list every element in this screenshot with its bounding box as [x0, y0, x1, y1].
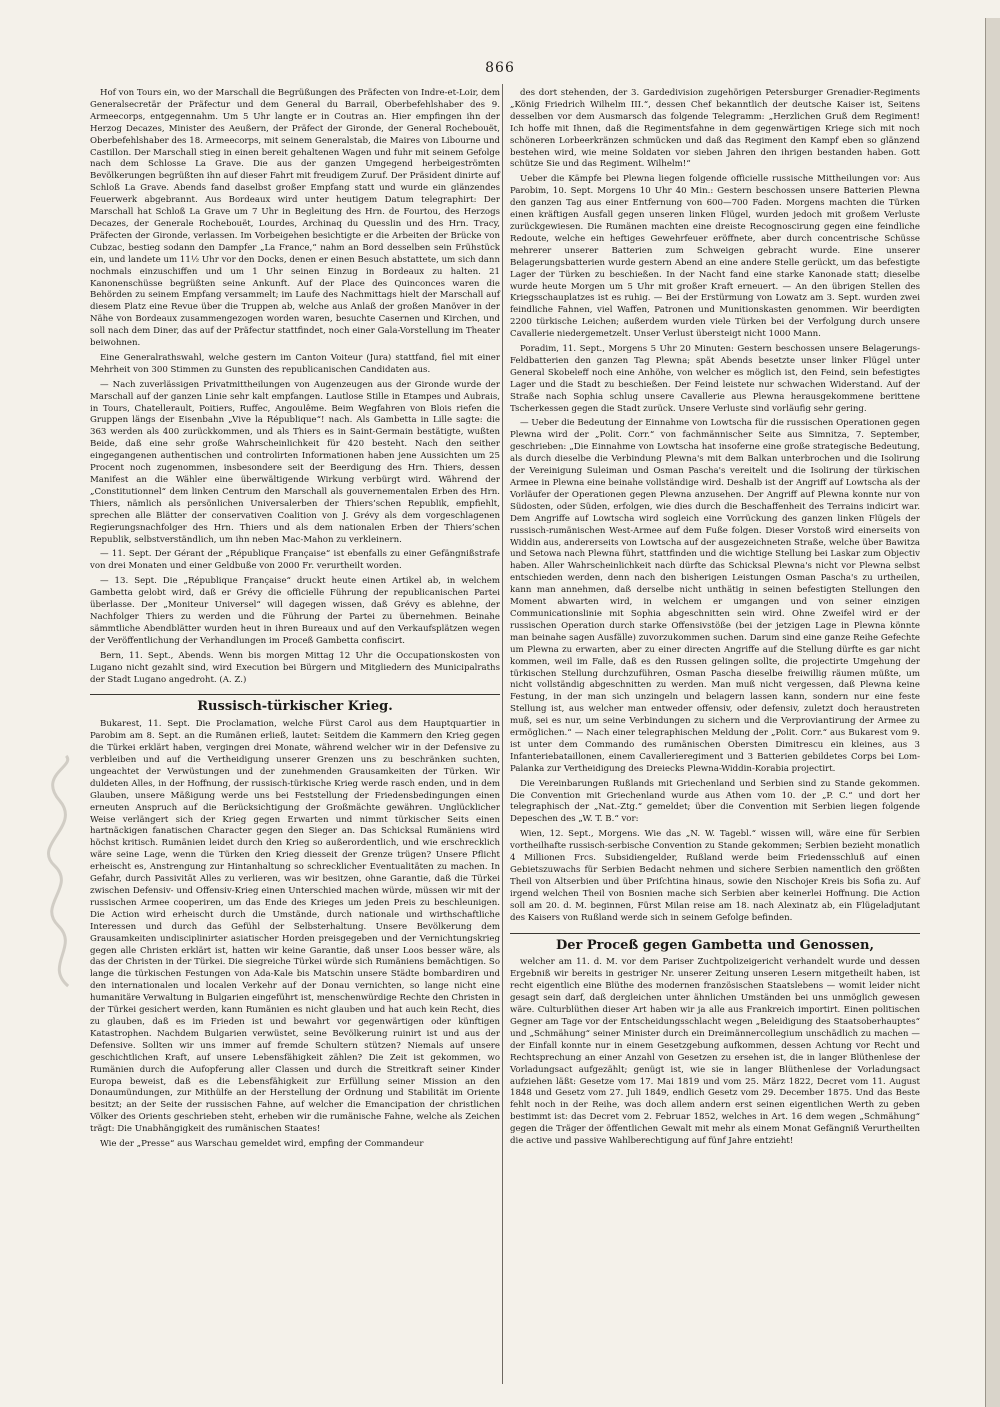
section-rule [90, 694, 500, 695]
margin-handwriting [38, 944, 279, 998]
article-paragraph: Wien, 12. Sept., Morgens. Wie das „N. W. Tagebl.“ wissen will, wäre eine für Serbien vortheilhafte russisch-serbische Convention zu Stande gekommen; Serbien bezieht monatlich 4 Millionen Frcs. Subsidiengelder, Rußland werde beim Friedensschluß auf einen Gebietszuwachs für Serbien Bedacht nehmen und sichere Serbien namentlich den größten Theil von Altserbien und über Priſchtina hinaus, sowie den Nischojer Kreis bis Sofia zu. Auf irgend welchen Theil von Bosnien mache sich Serbien aber keinerlei Hoffnung. Die Action soll am 20. d. M. beginnen, Fürst Milan reise am 18. nach Alexinatz ab, ein Flügeladjutant des Kaisers von Rußland werde sich in seinem Gefolge befinden. [510, 829, 920, 923]
article-paragraph: des dort stehenden, der 3. Gardedivision zugehörigen Petersburger Grenadier-Regiments „König Friedrich Wilhelm III.“, dessen Chef bekanntlich der deutsche Kaiser ist, Seitens desselben vor dem Ausmarsch das folgende Telegramm: „Herzlichen Gruß dem Regiment! Ich hoffe mit Ihnen, daß die Regimentsfahne in dem gegenwärtigen Kriege sich mit noch schöneren Lorbeerkränzen schmücken und daß das Regiment den Kampf eben so glänzend bestehen wird, wie meine Soldaten vor sieben Jahren den ihrigen bestanden haben. Gott schütze Sie und das Regiment. Wilhelm!“ [510, 88, 920, 170]
column-divider [502, 84, 503, 1384]
section-rule [510, 933, 920, 934]
article-paragraph: — Ueber die Bedeutung der Einnahme von Lowtscha für die russischen Operationen gegen Plewna wird der „Polit. Corr.“ von fachmännischer Seite aus Simnitza, 7. September, geschrieben: „Die Einnahme von Lowtscha hat insoferne eine große strategische Bedeutung, als durch dieselbe die Verbindung Plewna's mit dem Balkan unterbrochen und die Isolirung der Vereinigung Suleiman und Osman Pascha's vereitelt und die Isolirung der türkischen Armee in Plewna eine beinahe vollständige wird. Deshalb ist der Angriff auf Lowtscha als der Vorläufer der Operationen gegen Plewna anzusehen. Der Angriff auf Plewna konnte nur von Südosten, oder Süden, erfolgen, wie dies durch die Beschaffenheit des Terrains indicirt war. Dem Angriffe auf Lowtscha wird sogleich eine Vorrückung des ganzen linken Flügels der russisch-rumänischen West-Armee auf dem Fuße folgen. Dieser Vorstoß wird einerseits von Widdin aus, andererseits von Lowtscha auf der ausgezeichneten Straße, welche über Bawitza und Setowa nach Plewna führt, stattfinden und die wichtige Stellung bei Laskar zum Objectiv haben. Aller Wahrscheinlichkeit nach dürfte das Schicksal Plewna's nicht vor Plewna selbst entschieden werden, denn nach den bisherigen Leistungen Osman Pascha's zu urtheilen, kann man annehmen, daß derselbe nicht unthätig in seinen befestigten Stellungen den Moment abwarten wird, in welchem er umgangen und von seiner einzigen Communicationslinie mit Sophia abgeschnitten sein wird. Ohne Zweifel wird er der russischen Operation durch starke Offensivstöße (bei der jetzigen Lage in Plewna könnte man beinahe sagen Ausfälle) zuvorzukommen suchen. Darum sind eine ganze Reihe Gefechte um Plewna zu erwarten, aber zu einer directen Angriffe auf die Stellung dürfte es gar nicht kommen, weil im Falle, daß es den Russen gelingen sollte, die projectirte Umgehung der türkischen Stellung durchzuführen, Osman Pascha dieselbe freiwillig räumen müßte, um nicht vollständig abgeschnitten zu werden. Man muß nicht vergessen, daß Plewna keine Festung, in der man sich unzingeln und belagern lassen kann, sondern nur eine feste Stellung ist, aus welcher man entweder offensiv, oder defensiv, zuletzt doch heraustreten muß, sei es nur, um seine Verbindungen zu sichern und die Verproviantirung der Armee zu ermöglichen.“ — Nach einer telegraphischen Meldung der „Polit. Corr.“ aus Bukarest vom 9. ist unter dem Commando des rumänischen Obersten Dimitrescu ein kleines, aus 3 Infanteriebataillonen, einem Cavallerieregiment und 3 Batterien gebildetes Corps bei Lom-Palanka zur Vertheidigung des Dreiecks Plewna-Widdin-Korabia projectirt. [510, 418, 920, 774]
left-column [90, 88, 500, 1154]
section-heading-war: Russisch-türkischer Krieg. [197, 699, 393, 715]
page-number: 866 [485, 60, 515, 76]
article-paragraph: welcher am 11. d. M. vor dem Pariser Zuchtpolizeigericht verhandelt wurde und dessen Ergebniß wir bereits in gestriger Nr. unserer Zeitung unseren Lesern mitgetheilt haben, ist recht eigentlich eine Blüthe des modernen französischen Staatslebens — womit leider nicht gesagt sein darf, daß dergleichen unter ähnlichen Umständen bei uns unmöglich gewesen wäre. Culturblüthen dieser Art haben wir ja alle aus Frankreich importirt. Einen politischen Gegner am Tage vor der Entscheidungsschlacht wegen „Beleidigung des Staatsoberhauptes“ und „Schmähung“ seiner Minister durch ein Dreimännercollegium unschädlich zu machen — der Einfall konnte nur in einem Gesetzgebung aufkommen, dessen Achtung vor Recht und Rechtsprechung an einer Anzahl von Gesetzen zu ersehen ist, die in langer Blüthenlese der Vorladungsact aufgezählt; genügt ist, wie sie in langer Blüthenlese der Vorladungsact aufziehen läßt: Gesetze vom 17. Mai 1819 und vom 25. März 1822, Decret vom 11. August 1848 und Gesetz vom 27. Juli 1849, endlich Gesetz vom 29. December 1875. Und das Beste fehlt noch in der Reihe, was doch allem andern erst seinen eigentlichen Werth zu geben bestimmt ist: das Decret vom 2. Februar 1852, welches in Art. 16 dem wegen „Schmähung“ gegen die Träger der öffentlichen Gewalt mit mehr als einem Monat Gefängniß Verurtheilten die active und passive Wahlberechtigung auf fünf Jahre entzieht! [510, 957, 920, 1147]
article-paragraph: Eine Generalrathswahl, welche gestern im Canton Voiteur (Jura) stattfand, fiel mit einer Mehrheit von 300 Stimmen zu Gunsten des republicanischen Candidaten aus. [90, 352, 500, 375]
article-paragraph: — Nach zuverlässigen Privatmittheilungen von Augenzeugen aus der Gironde wurde der Marschall auf der ganzen Linie sehr kalt empfangen. Lautlose Stille in Etampes und Aubrais, in Tours, Chatellerault, Poitiers, Ruffec, Angoulême. Beim Wegfahren von Blois riefen die Gruppen längs der Eisenbahn „Vive la République“! nach. Als Gambetta in Lille sagte: die 363 werden als 400 zurückkommen, und als Thiers es in Saint-Germain bestätigte, wußten Beide, daß eine sehr große Wahrscheinlichkeit für 420 besteht. Nach den seither eingegangenen authentischen und controlirten Informationen haben jene Aussichten um 25 Procent noch zugenommen, insbesondere seit der Beerdigung des Hrn. Thiers, dessen Manifest an die Wähler eine überwältigende Wirkung verbürgt wird. Während der „Constitutionnel“ dem linken Centrum den Marschall als gouvernementalen Erben des Hrn. Thiers, nämlich als persönlichen Universalerben der Thiers’schen Republik, empfiehlt, sprechen alle Blätter der conservativen Coalition von J. Grévy als dem vorgeschlagenen Regierungsnachfolger des Hrn. Thiers und als dem nationalen Erben der Thiers’schen Republik, selbstverständlich, um ihn neben Mac-Mahon zu verkleinern. [90, 379, 500, 545]
handwriting-mark-icon [38, 750, 92, 991]
article-paragraph: Ueber die Kämpfe bei Plewna liegen folgende officielle russische Mittheilungen vor: Aus Parobim, 10. Sept. Morgens 10 Uhr 40 Min.: Gestern beschossen unsere Batterien Plewna den ganzen Tag aus einer Entfernung von 600—700 Faden. Morgens machten die Türken einen kräftigen Ausfall gegen unseren linken Flügel, wurden jedoch mit großem Verluste zurückgewiesen. Die Rumänen machten eine dreiste Recognoscirung gegen eine feindliche Redoute, welche ein heftiges Gewehrfeuer eröffnete, aber durch concentrische Schüsse mehrerer unserer Batterien zum Schweigen gebracht wurde. Eine unserer Belagerungsbatterien wurde gestern Abend an eine andere Stelle gerückt, um das befestigte Lager der Türken zu beschießen. In der Nacht fand eine starke Kanonade statt; dieselbe wurde heute Morgen um 5 Uhr mit großer Kraft erneuert. — An den übrigen Stellen des Kriegsschauplatzes ist es ruhig. — Bei der Erstürmung von Lowatz am 3. Sept. wurden zwei feindliche Fahnen, viel Waffen, Patronen und Munitionskasten genommen. Wir beerdigten 2200 türkische Leichen; außerdem wurden viele Türken bei der Verfolgung durch unsere Cavallerie niedergemetzelt. Unser Verlust übersteigt nicht 1000 Mann. [510, 174, 920, 340]
article-paragraph: Bern, 11. Sept., Abends. Wenn bis morgen Mittag 12 Uhr die Occupationskosten von Lugano nicht gezahlt sind, wird Execution bei Bürgern und Mitgliedern des Municipalraths der Stadt Lugano angedroht. (A. Z.) [90, 650, 500, 685]
article-paragraph: Bukarest, 11. Sept. Die Proclamation, welche Fürst Carol aus dem Hauptquartier in Parobim am 8. Sept. an die Rumänen erließ, lautet: Seitdem die Kammern den Krieg gegen die Türkei erklärt haben, vergingen drei Monate, während welcher wir in der Defensive zu verbleiben und auf die Vertheidigung unserer Grenzen uns zu beschränken suchten, ungeachtet der Verwüstungen und der zunehmenden Grausamkeiten der Türken. Wir duldeten Alles, in der Hoffnung, der russisch-türkische Krieg werde rasch enden, und in dem Glauben, unsere Mäßigung werde uns bei Feststellung der Friedensbedingungen einen erneuten Anspruch auf die Berücksichtigung der Großmächte gewähren. Unglücklicher Weise verlängert sich der Krieg gegen Erwarten und nimmt türkischer Seits einen hartnäckigen fanatischen Character gegen den Sieger an. Das Schicksal Rumäniens wird höchst kritisch. Rumänien leidet durch den Krieg so außerordentlich, und wie erschrecklich wäre seine Lage, wenn die Türken den Krieg diesseit der Grenze trügen? Unsere Pflicht erheischt es, Anstrengung zur Hintanhaltung so schrecklicher Eventualitäten zu machen. In Gefahr, durch Passivität Alles zu verlieren, was wir besitzen, ohne Garantie, daß die Türkei zwischen Defensiv- und Offensiv-Krieg einen Unterschied machen würde, müssen wir mit der russischen Armee cooperiren, um das Ende des Krieges um jeden Preis zu beschleunigen. Die Action wird erheischt durch die Umstände, durch nationale und wirthschaftliche Interessen und durch das Gefühl der Selbsterhaltung. Unsere Bevölkerung dem Grausamkeiten undisciplinirter asiatischer Horden preisgegeben und der Vernichtungskrieg gegen alle Christen erklärt ist, hatten wir keine Garantie, daß unser Loos besser wäre, als das der Christen in der Türkei. Die siegreiche Türkei würde sich Rumäniens bemächtigen. So lange die türkischen Festungen von Ada-Kale bis Matschin unsere Städte bombardiren und den internationalen und localen Verkehr auf der Donau vernichten, so lange nicht eine humanitäre Verwaltung in Bulgarien eingeführt ist, menschenwürdige Rechte den Christen in der Türkei gesichert werden, kann Rumänien es nicht glauben und hat auch kein Recht, dies zu glauben, daß es im Frieden ist und bewahrt vor gegenwärtigen oder künftigen Katastrophen. Nachdem Bulgarien verwüstet, seine Bevölkerung ruinirt ist und aus der Defensive. Sollten wir uns immer auf fremde Schultern stützen? Niemals auf unsere geschichtlichen Kraft, auf unsere Lebensfähigkeit zählen? Die Zeit ist gekommen, wo Rumänien durch die Aufopferung aller Classen und durch die Streitkraft seiner Kinder Europa beweist, daß es die Lebensfähigkeit zur Erfüllung seiner Mission an den Donaumündungen, zur Mithülfe an der Herstellung der Ordnung und Stabilität im Oriente besitzt; an der Seite der russischen Fahne, auf welcher die Emancipation der christlichen Völker des Orients geschrieben steht, erheben wir die rumänische Fahne, welche als Zeichen trägt: Die Unabhängigkeit des rumänischen Staates! [90, 719, 500, 1135]
article-paragraph: Poradim, 11. Sept., Morgens 5 Uhr 20 Minuten: Gestern beschossen unsere Belagerungs-Feldbatterien den ganzen Tag Plewna; spät Abends besetzte unser linker Flügel unter General Skobeleff noch eine Anhöhe, von welcher es möglich ist, den Feind, sein befestigtes Lager und die Stadt zu beschießen. Der Feind leistete nur schwachen Widerstand. Auf der Straße nach Sophia schlug unsere Cavallerie aus Plewna herausgekommene berittene Tscherkessen gegen die Stadt zurück. Unsere Verluste sind vorläufig sehr gering. [510, 344, 920, 414]
article-paragraph: — 11. Sept. Der Gérant der „République Française“ ist ebenfalls zu einer Gefängnißstrafe von drei Monaten und einer Geldbuße von 2000 Fr. verurtheilt worden. [90, 549, 500, 572]
article-paragraph: Die Vereinbarungen Rußlands mit Griechenland und Serbien sind zu Stande gekommen. Die Convention mit Griechenland wurde aus Athen vom 10. der „P. C.“ und dort her telegraphisch der „Nat.-Ztg.“ gemeldet; über die Convention mit Serbien liegen folgende Depeschen des „W. T. B.“ vor: [510, 778, 920, 825]
article-paragraph: — 13. Sept. Die „République Française“ druckt heute einen Artikel ab, in welchem Gambetta gelobt wird, daß er Grévy die officielle Führung der republicanischen Partei überlasse. Der „Moniteur Universel“ will dagegen wissen, daß Grévy es ablehne, der Nachfolger Thiers zu werden und die Führung der Partei zu übernehmen. Beinahe sämmtliche Abendblätter wurden heut in ihren Bureaux und auf den Verkaufsplätzen wegen der Veröffentlichung der Verhandlungen im Proceß Gambetta confiscirt. [90, 576, 500, 646]
section-heading-trial: Der Proceß gegen Gambetta und Genossen, [555, 937, 874, 953]
article-paragraph: Hof von Tours ein, wo der Marschall die Begrüßungen des Präfecten von Indre-et-Loir, dem Generalsecretär der Präfectur und dem General du Barrail, Oberbefehlshaber des 9. Armeecorps, entgegennahm. Um 5 Uhr langte er in Coutras an. Hier empfingen ihn der Herzog Decazes, Minister des Aeußern, der Präfect der Gironde, der General Rochebouët, Oberbefehlshaber des 18. Armeecorps, mit seinem Generalstab, die Maires von Libourne und Castillon. Der Marschall stieg in einen bereit gehaltenen Wagen und fuhr mit seinem Gefolge nach dem Schlosse La Grave. Die aus der ganzen Umgegend herbeigeströmten Bevölkerungen begrüßten ihn auf dieser Fahrt mit freudigem Zuruf. Der Präsident dinirte auf Schloß La Grave. Abends fand daselbst großer Empfang statt und wurde ein glänzendes Feuerwerk abgebrannt. Aus Bordeaux wird unter heutigem Datum telegraphirt: Der Marschall hat Schloß La Grave um 7 Uhr in Begleitung des Hrn. de Fourtou, des Herzogs Decazes, der Generale Rochebouët, Lourdes, Archinaq du Quesslin und des Hrn. Tracy, Präfecten der Gironde, verlassen. Im Vorbeigehen besichtigte er die Arbeiten der Brücke von Cubzac, bestieg sodann den Dampfer „La France,“ nahm an Bord desselben sein Frühstück ein, und landete um 11½ Uhr vor den Docks, denen er einen Besuch abstattete, um sich dann nochmals einzuschiffen und um 1 Uhr seinen Einzug in Bordeaux zu halten. 21 Kanonenschüsse begrüßten seine Ankunft. Auf der Place des Quinconces waren die Behörden zu seinem Empfang versammelt; im Laufe des Nachmittags hielt der Marschall auf diesem Platz eine Revue über die Truppen ab, welche aus Anlaß der großen Manöver in der Nähe von Bordeaux zusammengezogen worden waren, besuchte Casernen und Kirchen, und soll nach dem Diner, das auf der Präfectur stattfindet, noch einer Gala-Vorstellung im Theater beiwohnen. [90, 88, 500, 349]
page-binding-edge [985, 18, 1000, 1407]
article-paragraph: Wie der „Presse“ aus Warschau gemeldet wird, empfing der Commandeur [100, 1139, 424, 1150]
right-column [510, 88, 920, 1151]
